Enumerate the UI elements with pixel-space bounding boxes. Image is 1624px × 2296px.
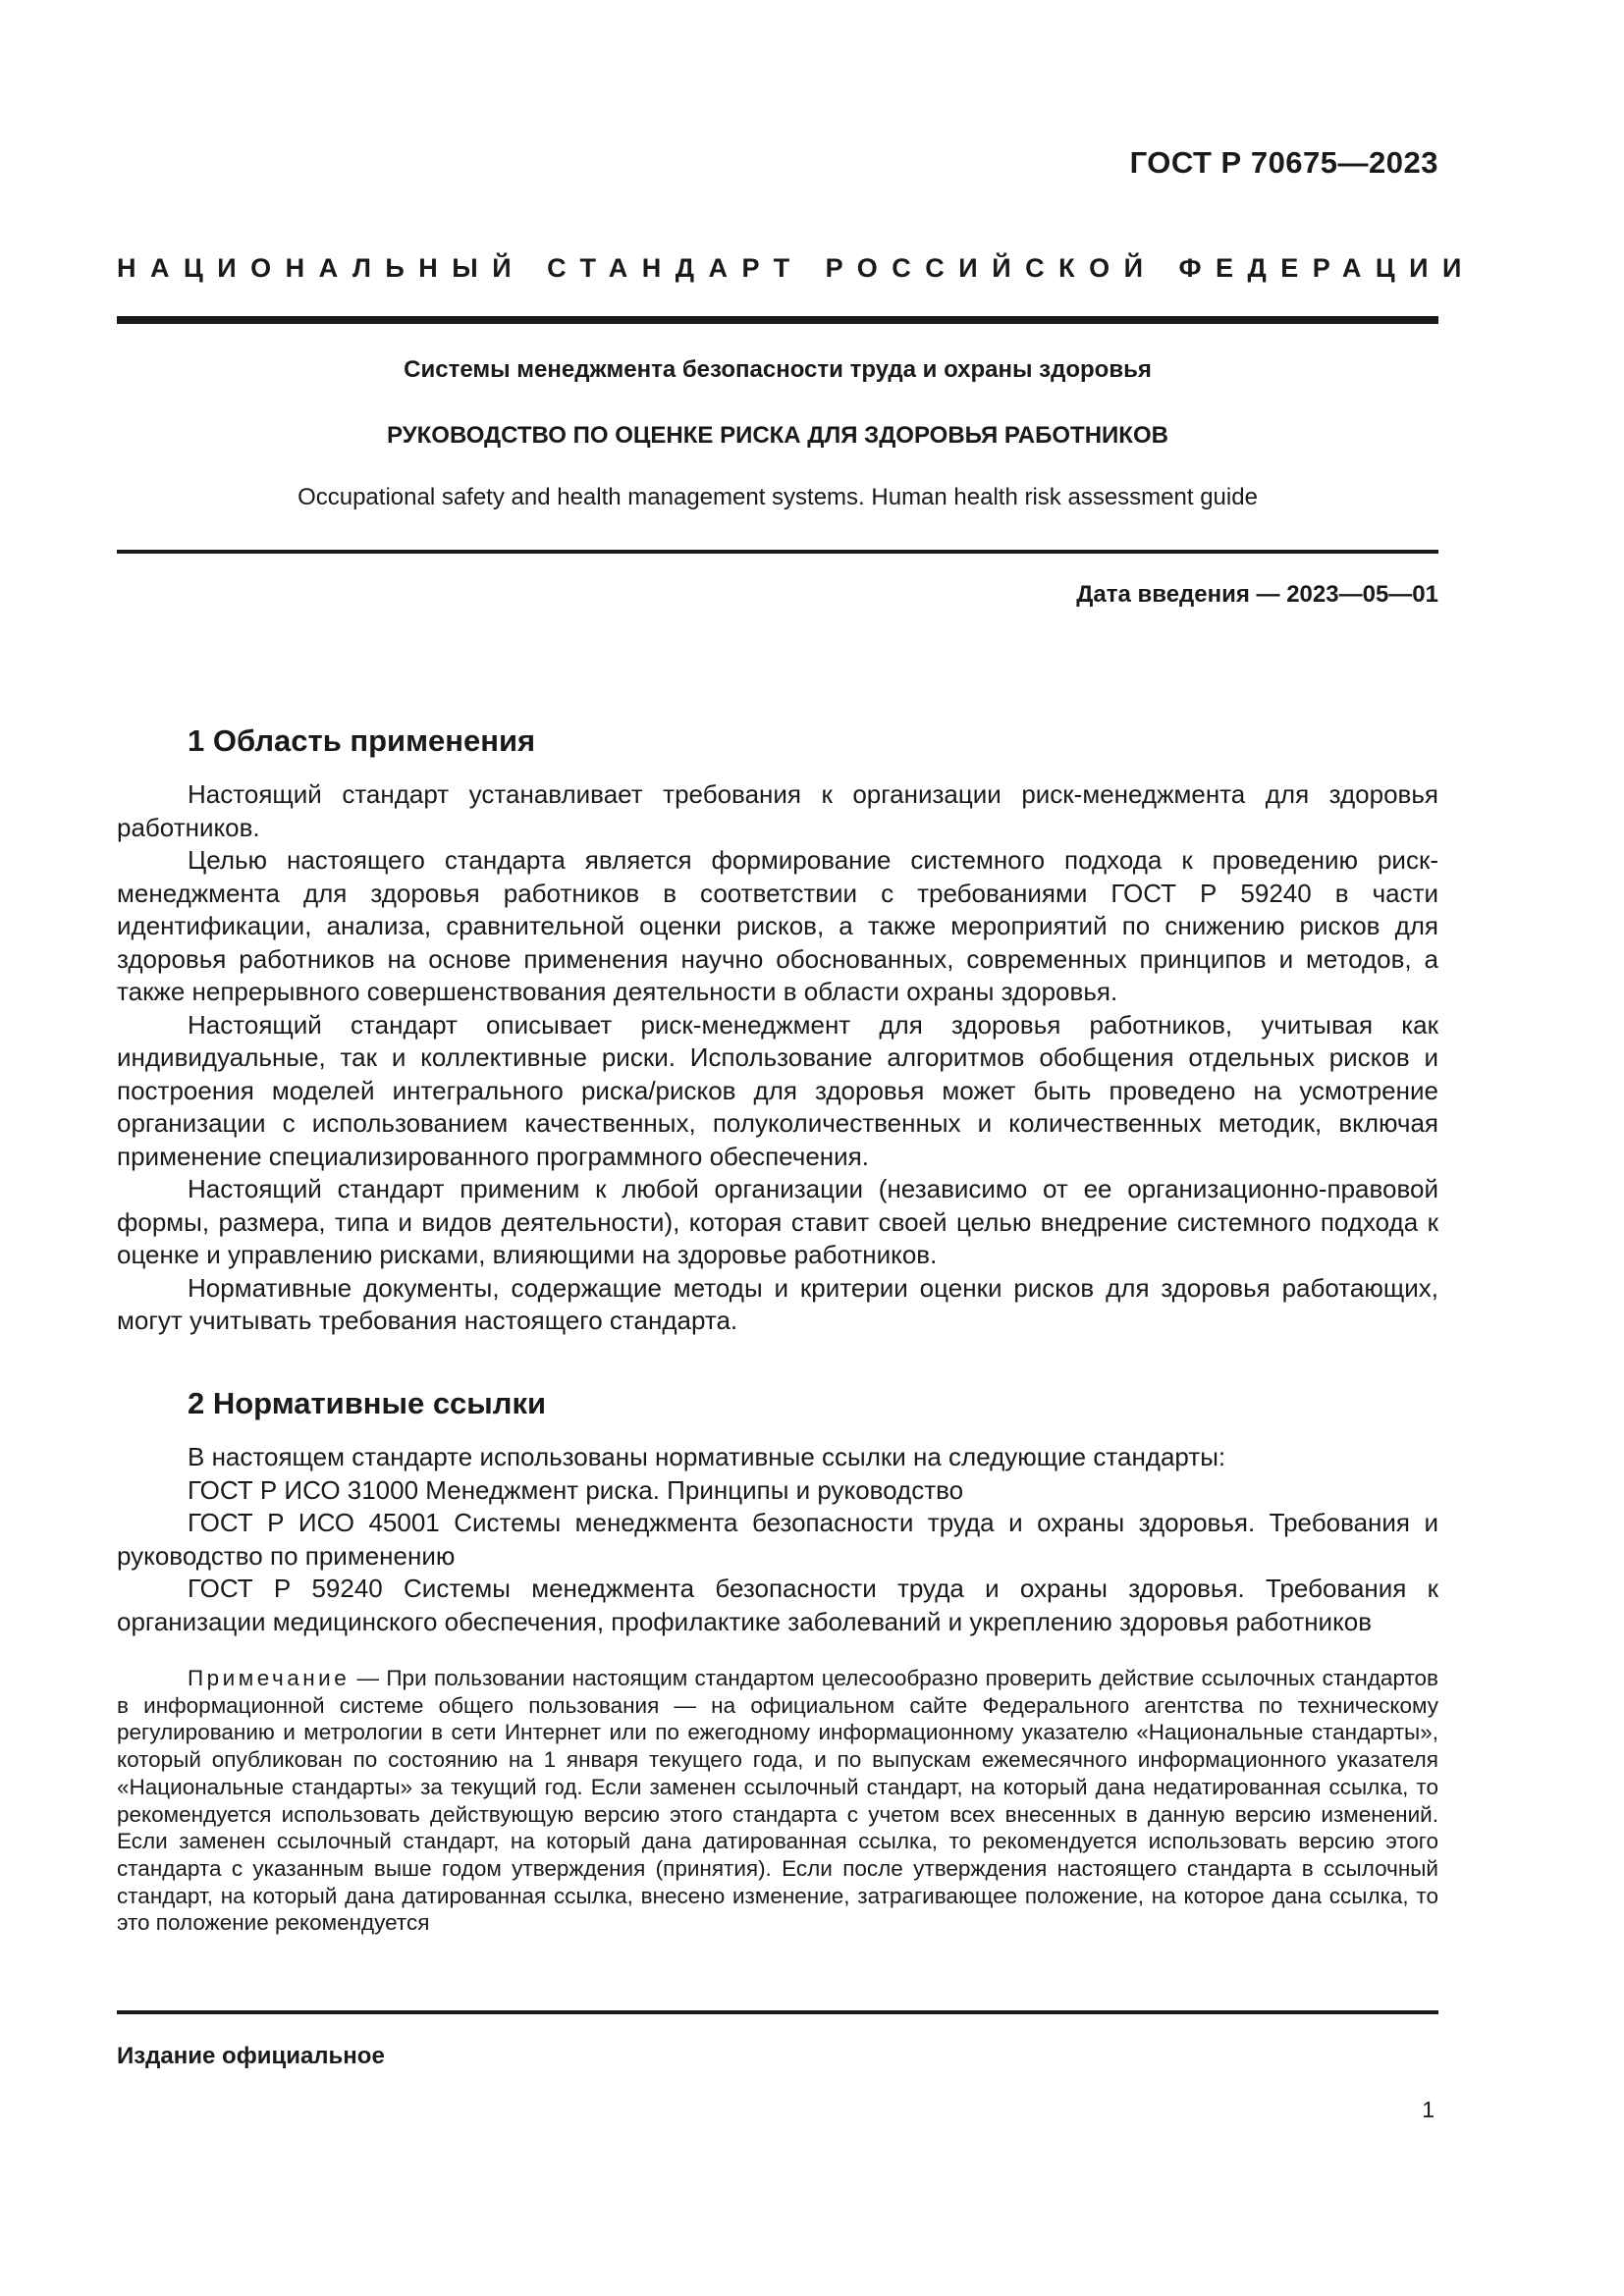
document-subtitle: Системы менеджмента безопасности труда и охраны здоровья [404,356,1152,383]
note-text: — При пользовании настоящим стандартом целесообразно проверить действие ссылочных стандартов в информационной системе общего пользования — на официальном сайте Федерального агентства по техническому регулированию и метрологии в сети Интернет или по ежегодному информационному указателю «Национальные стандарты», который опубликован по состоянию на 1 января текущего года, и по выпускам ежемесячного информационного указателя «Национальные стандарты» за текущий год. Если заменен ссылочный стандарт, на который дана недатированная ссылка, то рекомендуется использовать действующую версию этого стандарта с учетом всех внесенных в данную версию изменений. Если заменен ссылочный стандарт, на который дана датированная ссылка, то рекомендуется использовать версию этого стандарта с указанным выше годом утверждения (принятия). Если после утверждения настоящего стандарта в ссылочный стандарт, на который дана датированная ссылка, внесено изменение, затрагивающее положение, на которое дана ссылка, то это положение рекомендуется [117,1666,1438,1936]
paragraph: Нормативные документы, содержащие методы и критерии оценки рисков для здоровья работающих, могут учитывать требования настоящего стандарта. [117,1272,1438,1335]
section-heading: 1 Область применения [188,723,536,758]
footer-divider [117,2010,1438,2014]
note-paragraph [117,1665,1438,1937]
section-heading: 2 Нормативные ссылки [188,1386,547,1420]
paragraph: Настоящий стандарт описывает риск-менеджмент для здоровья работников, учитывая как индивидуальные, так и коллективные риски. Использование алгоритмов обобщения отдельных рисков и построения моделей интегрального риска/рисков для здоровья может быть проведено на усмотрение организации с использованием качественных, полуколичественных и количественных методик, включая применение специализированного программного обеспечения. [117,1009,1438,1171]
paragraph: В настоящем стандарте использованы нормативные ссылки на следующие стандарты: [188,1442,1226,1471]
paragraph: Целью настоящего стандарта является формирование системного подхода к проведению риск-менеджмента для здоровья работников в соответствии с требованиями ГОСТ Р 59240 в части идентификации, анализа, сравнительной оценки рисков, а также мероприятий по снижению рисков для здоровья работников на основе применения научно обоснованных, современных принципов и методов, а также непрерывного совершенствования деятельности в области охраны здоровья. [117,845,1438,1006]
section-scope [117,721,1438,1338]
page-number: 1 [1422,2097,1435,2122]
paragraph: Настоящий стандарт устанавливает требования к организации риск-менеджмента для здоровья работников. [117,779,1438,842]
paragraph: Настоящий стандарт применим к любой организации (независимо от ее организационно-правовой формы, размера, типа и видов деятельности), которая ставит своей целью внедрение системного подхода к оценке и управлению рисками, влияющими на здоровье работников. [117,1174,1438,1269]
national-standard-label: НАЦИОНАЛЬНЫЙ СТАНДАРТ РОССИЙСКОЙ ФЕДЕРАЦИИ [117,253,1476,283]
section-normative-references [117,1384,1438,1638]
reference-item: ГОСТ Р ИСО 45001 Системы менеджмента безопасности труда и охраны здоровья. Требования и руководство по применению [117,1508,1438,1571]
document-title-english: Occupational safety and health management systems. Human health risk assessment guide [298,484,1258,510]
introduction-date: Дата введения — 2023—05—01 [1076,581,1438,608]
header-divider [117,316,1438,324]
reference-item: ГОСТ Р 59240 Системы менеджмента безопасности труда и охраны здоровья. Требования к организации медицинского обеспечения, профилактике заболеваний и укреплению здоровья работников [117,1574,1438,1636]
standard-number: ГОСТ Р 70675—2023 [1129,145,1438,180]
note-label: Примечание [188,1666,351,1690]
document-page [117,0,1476,2296]
title-divider [117,550,1438,554]
edition-label: Издание официальное [117,2043,385,2069]
document-title: РУКОВОДСТВО ПО ОЦЕНКЕ РИСКА ДЛЯ ЗДОРОВЬЯ РАБОТНИКОВ [387,422,1168,449]
reference-item: ГОСТ Р ИСО 31000 Менеджмент риска. Принципы и руководство [188,1474,964,1505]
